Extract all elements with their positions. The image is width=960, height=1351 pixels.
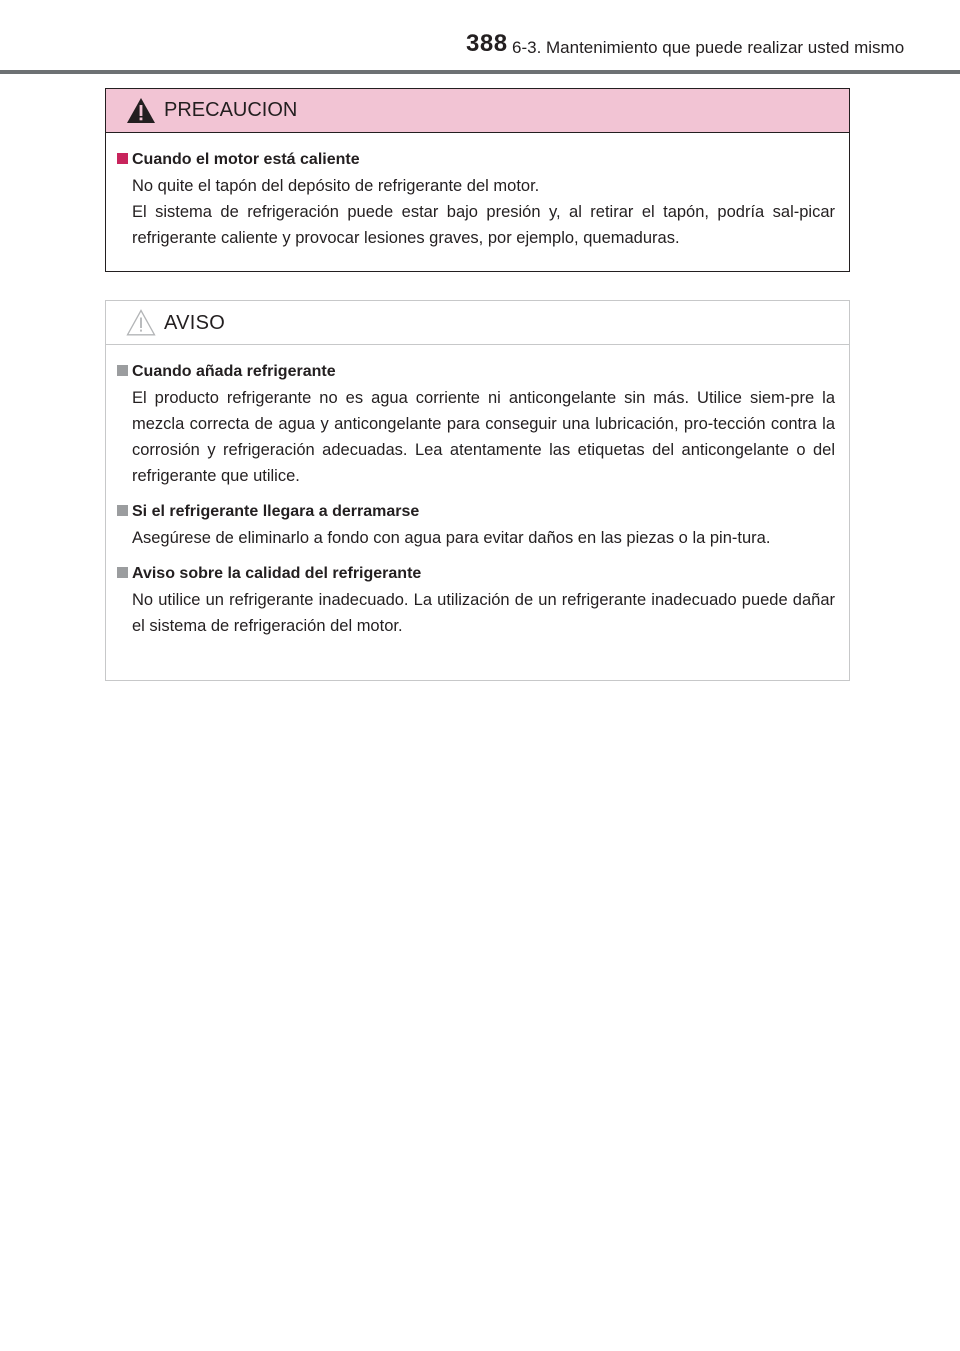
notice-item-text: [114, 587, 835, 639]
square-bullet-icon: [117, 365, 128, 376]
notice-item-heading: [114, 561, 835, 587]
page-header: [0, 0, 960, 76]
notice-box-header: [106, 301, 849, 345]
warning-triangle-outline-icon: [126, 309, 156, 336]
notice-item: [114, 359, 835, 489]
notice-item-heading-text: Aviso sobre la calidad del refrigerante: [132, 565, 422, 582]
notice-item-heading-text: Si el refrigerante llegara a derramarse: [132, 503, 420, 520]
notice-box-body: [106, 345, 849, 639]
notice-item-paragraph: No utilice un refrigerante inadecuado. La utilización de un refrigerante inadecuado puede dañar el sistema de refrigeración del motor.: [132, 591, 835, 635]
caution-box: [105, 88, 850, 272]
notice-item-heading: [114, 499, 835, 525]
notice-item-paragraph: El producto refrigerante no es agua corriente ni anticongelante sin más. Utilice siem-pre la mezcla correcta de agua y anticongelante para conseguir una lubricación, pro-tección contra la corrosión y refrigeración adecuadas. Lea atentamente las etiquetas del anticongelante o del refrigerante que utilice.: [132, 389, 835, 485]
caution-item-text: [114, 173, 835, 251]
caution-title: PRECAUCION: [164, 99, 298, 121]
notice-title: AVISO: [164, 312, 226, 334]
caution-box-header: [106, 89, 849, 133]
square-bullet-icon: [117, 505, 128, 516]
square-bullet-icon: [117, 567, 128, 578]
notice-item-heading-text: Cuando añada refrigerante: [132, 363, 336, 380]
notice-box: [105, 300, 850, 681]
notice-item-text: [114, 385, 835, 489]
notice-item: [114, 561, 835, 639]
caution-item-heading: [114, 147, 835, 173]
notice-item-paragraph: Asegúrese de eliminarlo a fondo con agua para evitar daños en las piezas o la pin-tura.: [132, 529, 771, 547]
caution-item-heading-text: Cuando el motor está caliente: [132, 151, 360, 168]
header-divider: [0, 70, 960, 74]
notice-item-heading: [114, 359, 835, 385]
caution-item: [114, 147, 835, 251]
caution-box-body: [106, 133, 849, 251]
notice-item-text: [114, 525, 835, 551]
section-title: 6-3. Mantenimiento que puede realizar usted mismo: [512, 38, 905, 57]
caution-item-paragraph: El sistema de refrigeración puede estar bajo presión y, al retirar el tapón, podría sal-picar refrigerante caliente y provocar lesiones graves, por ejemplo, quemaduras.: [132, 203, 835, 247]
page-number: 388: [466, 30, 508, 57]
caution-item-paragraph: No quite el tapón del depósito de refrigerante del motor.: [132, 177, 540, 195]
notice-item: [114, 499, 835, 551]
warning-triangle-filled-icon: [126, 97, 156, 124]
square-bullet-icon: [117, 153, 128, 164]
